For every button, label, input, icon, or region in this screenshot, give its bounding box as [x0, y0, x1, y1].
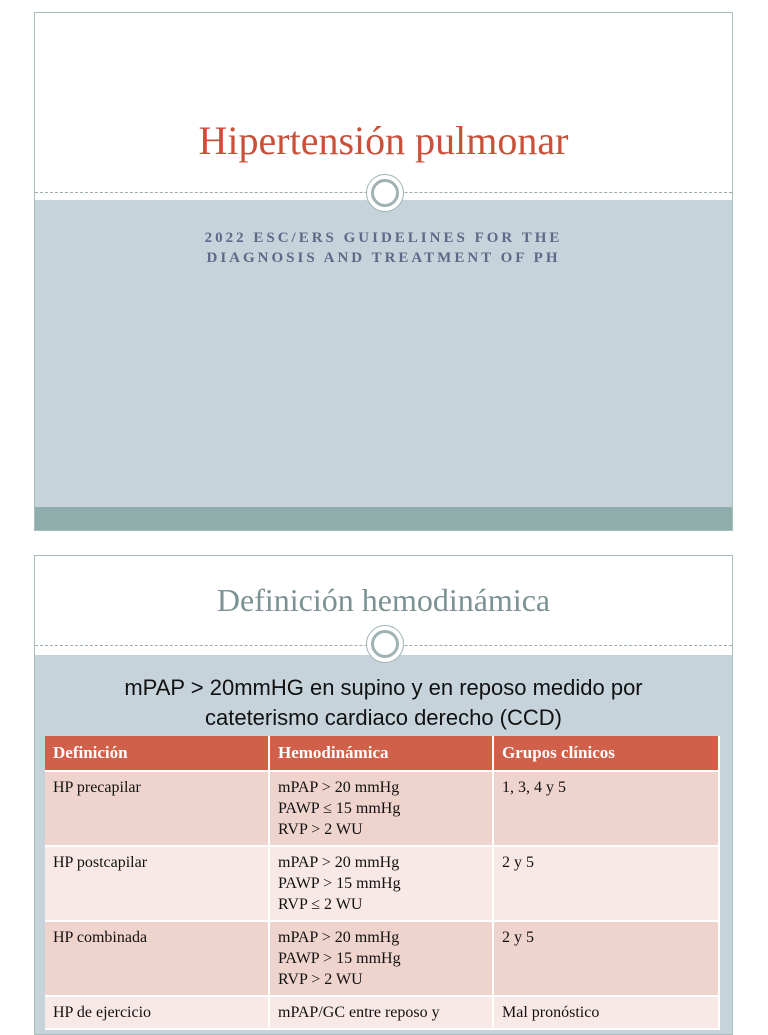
slide-definition-heading: Definición hemodinámica	[216, 582, 551, 618]
hemo-line: RVP > 2 WU	[278, 971, 363, 988]
lead-line-1: mPAP > 20mmHG en supino y en reposo medido por	[124, 675, 643, 700]
column-header-hemodinamica: Hemodinámica	[269, 736, 493, 771]
slide-definition	[34, 555, 733, 1035]
table-row	[45, 771, 719, 846]
cell-definicion: HP postcapilar	[45, 846, 269, 921]
hemo-line: PAWP > 15 mmHg	[278, 950, 401, 967]
footer-band	[35, 507, 732, 531]
definition-lead-text	[35, 673, 732, 733]
column-header-definicion: Definición	[45, 736, 269, 771]
hemo-line: mPAP > 20 mmHg	[278, 854, 400, 871]
cell-definicion: HP de ejercicio	[45, 996, 269, 1029]
column-header-grupos: Grupos clínicos	[493, 736, 719, 771]
cell-definicion: HP precapilar	[45, 771, 269, 846]
circle-ornament-icon	[366, 174, 404, 212]
hemo-line: mPAP > 20 mmHg	[278, 929, 400, 946]
cell-hemodinamica	[269, 771, 493, 846]
hemo-line: RVP > 2 WU	[278, 821, 363, 838]
cell-grupos: Mal pronóstico	[493, 996, 719, 1029]
cell-hemodinamica	[269, 921, 493, 996]
table-row	[45, 996, 719, 1029]
slide-title	[34, 12, 733, 531]
cell-hemodinamica	[269, 996, 493, 1029]
table-row	[45, 921, 719, 996]
cell-grupos: 1, 3, 4 y 5	[493, 771, 719, 846]
subtitle-line-2: DIAGNOSIS AND TREATMENT OF PH	[206, 250, 561, 266]
lead-line-2: cateterismo cardiaco derecho (CCD)	[204, 705, 563, 730]
slide-title-heading: Hipertensión pulmonar	[198, 118, 569, 163]
subtitle-line-1: 2022 ESC/ERS GUIDELINES FOR THE	[204, 230, 563, 246]
hemo-line: mPAP > 20 mmHg	[278, 779, 400, 796]
cell-grupos: 2 y 5	[493, 846, 719, 921]
cell-definicion: HP combinada	[45, 921, 269, 996]
cell-grupos: 2 y 5	[493, 921, 719, 996]
cell-hemodinamica	[269, 846, 493, 921]
hemodynamic-definition-table	[45, 736, 720, 1030]
hemo-line: mPAP/GC entre reposo y	[278, 1004, 440, 1021]
circle-ornament-icon	[366, 625, 404, 663]
hemo-line: RVP ≤ 2 WU	[278, 896, 363, 913]
table-header-row	[45, 736, 719, 771]
slide-subtitle	[35, 228, 732, 268]
table-row	[45, 846, 719, 921]
hemo-line: PAWP ≤ 15 mmHg	[278, 800, 401, 817]
hemo-line: PAWP > 15 mmHg	[278, 875, 401, 892]
